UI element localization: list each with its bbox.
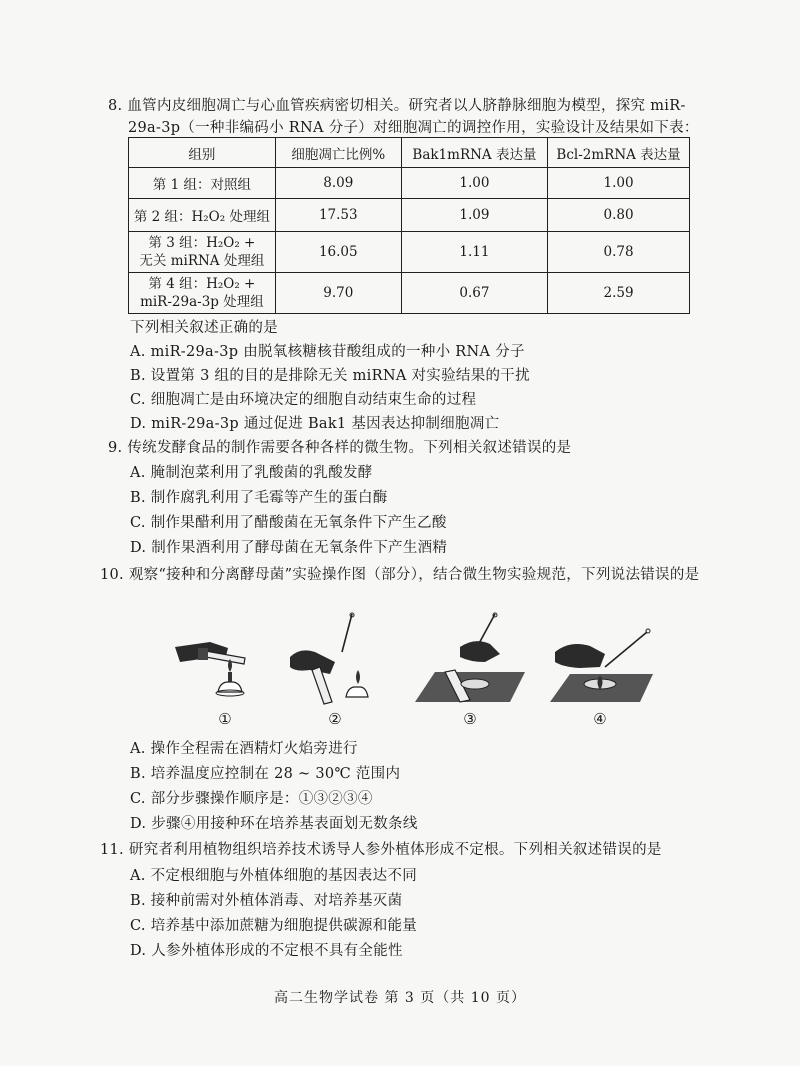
- table-cell-apoptosis: 9.70: [275, 273, 401, 314]
- table-cell-bcl2: 0.80: [548, 199, 690, 232]
- figure-3-illustration: [415, 612, 525, 707]
- table-header-group: 组别: [129, 138, 276, 168]
- q11-stem: 11. 研究者利用植物组织培养技术诱导人参外植体形成不定根。下列相关叙述错误的是: [100, 842, 662, 858]
- figure-4-label: ④: [593, 710, 607, 728]
- figure-4-illustration: [545, 612, 655, 707]
- table-row: [129, 199, 690, 232]
- q11-option-d: D. 人参外植体形成的不定根不具有全能性: [130, 943, 403, 959]
- q10-option-a: A. 操作全程需在酒精灯火焰旁进行: [130, 741, 358, 757]
- figure-2-illustration: [280, 612, 390, 707]
- q8-option-c: C. 细胞凋亡是由环境决定的细胞自动结束生命的过程: [130, 392, 477, 408]
- table-cell-bak1: 1.11: [401, 232, 547, 273]
- table-cell-bcl2: 0.78: [548, 232, 690, 273]
- table-cell-group: [129, 199, 276, 232]
- table-cell-apoptosis: 8.09: [275, 168, 401, 199]
- q8-option-a: A. miR-29a-3p 由脱氧核糖核苷酸组成的一种小 RNA 分子: [130, 344, 525, 360]
- table-header-bcl2: Bcl-2mRNA 表达量: [548, 138, 690, 168]
- q11-option-a: A. 不定根细胞与外植体细胞的基因表达不同: [130, 868, 417, 884]
- q10-option-d: D. 步骤④用接种环在培养基表面划无数条线: [130, 816, 418, 832]
- figure-1-illustration: [170, 612, 280, 707]
- q8-stem-line1: 8. 血管内皮细胞凋亡与心血管疾病密切相关。研究者以人脐静脉细胞为模型，探究 miR-: [108, 98, 686, 114]
- table-cell-bcl2: 2.59: [548, 273, 690, 314]
- q10-option-b: B. 培养温度应控制在 28 ~ 30℃ 范围内: [130, 766, 401, 782]
- q8-option-d: D. miR-29a-3p 通过促进 Bak1 基因表达抑制细胞凋亡: [130, 416, 500, 432]
- group-label: 第 2 组：H₂O₂ 处理组: [133, 209, 270, 225]
- q9-option-a: A. 腌制泡菜利用了乳酸菌的乳酸发酵: [130, 465, 373, 481]
- q9-stem: 9. 传统发酵食品的制作需要各种各样的微生物。下列相关叙述错误的是: [108, 440, 572, 456]
- q9-option-d: D. 制作果酒利用了酵母菌在无氧条件下产生酒精: [130, 540, 448, 556]
- table-cell-bcl2: 1.00: [548, 168, 690, 199]
- table-cell-group: [129, 273, 276, 314]
- table-cell-bak1: 1.00: [401, 168, 547, 199]
- table-cell-bak1: 1.09: [401, 199, 547, 232]
- q8-prompt: 下列相关叙述正确的是: [130, 320, 278, 336]
- q9-option-b: B. 制作腐乳利用了毛霉等产生的蛋白酶: [130, 490, 388, 506]
- table-cell-apoptosis: 16.05: [275, 232, 401, 273]
- figure-1-label: ①: [218, 710, 232, 728]
- group-label-cont: 无关 miRNA 处理组: [139, 253, 265, 269]
- table-row: [129, 232, 690, 273]
- figure-2-label: ②: [328, 710, 342, 728]
- figure-3-label: ③: [463, 710, 477, 728]
- table-row: [129, 168, 690, 199]
- table-cell-group: [129, 168, 276, 199]
- table-row: [129, 273, 690, 314]
- table-header-apoptosis: 细胞凋亡比例%: [275, 138, 401, 168]
- q10-stem: 10. 观察“接种和分离酵母菌”实验操作图（部分），结合微生物实验规范，下列说法错误的是: [100, 567, 700, 583]
- group-label-cont: miR-29a-3p 处理组: [140, 294, 264, 310]
- q11-option-b: B. 接种前需对外植体消毒、对培养基灭菌: [130, 893, 403, 909]
- table-cell-group: [129, 232, 276, 273]
- group-label: 第 1 组：对照组: [152, 177, 251, 193]
- q8-stem-line2: 29a-3p（一种非编码小 RNA 分子）对细胞凋亡的调控作用，实验设计及结果如下表：: [128, 120, 699, 136]
- q11-option-c: C. 培养基中添加蔗糖为细胞提供碳源和能量: [130, 918, 418, 934]
- q10-option-c: C. 部分步骤操作顺序是：①③②③④: [130, 791, 373, 807]
- q8-results-table: [128, 137, 690, 314]
- page-footer: 高二生物学试卷 第 3 页（共 10 页）: [274, 990, 526, 1006]
- group-label: 第 3 组：H₂O₂ +: [148, 235, 256, 251]
- q9-option-c: C. 制作果醋利用了醋酸菌在无氧条件下产生乙酸: [130, 515, 447, 531]
- table-cell-apoptosis: 17.53: [275, 199, 401, 232]
- table-cell-bak1: 0.67: [401, 273, 547, 314]
- q8-option-b: B. 设置第 3 组的目的是排除无关 miRNA 对实验结果的干扰: [130, 368, 530, 384]
- table-header-row: [129, 138, 690, 168]
- group-label: 第 4 组：H₂O₂ +: [148, 276, 256, 292]
- q10-figure-group: [150, 612, 690, 732]
- table-header-bak1: Bak1mRNA 表达量: [401, 138, 547, 168]
